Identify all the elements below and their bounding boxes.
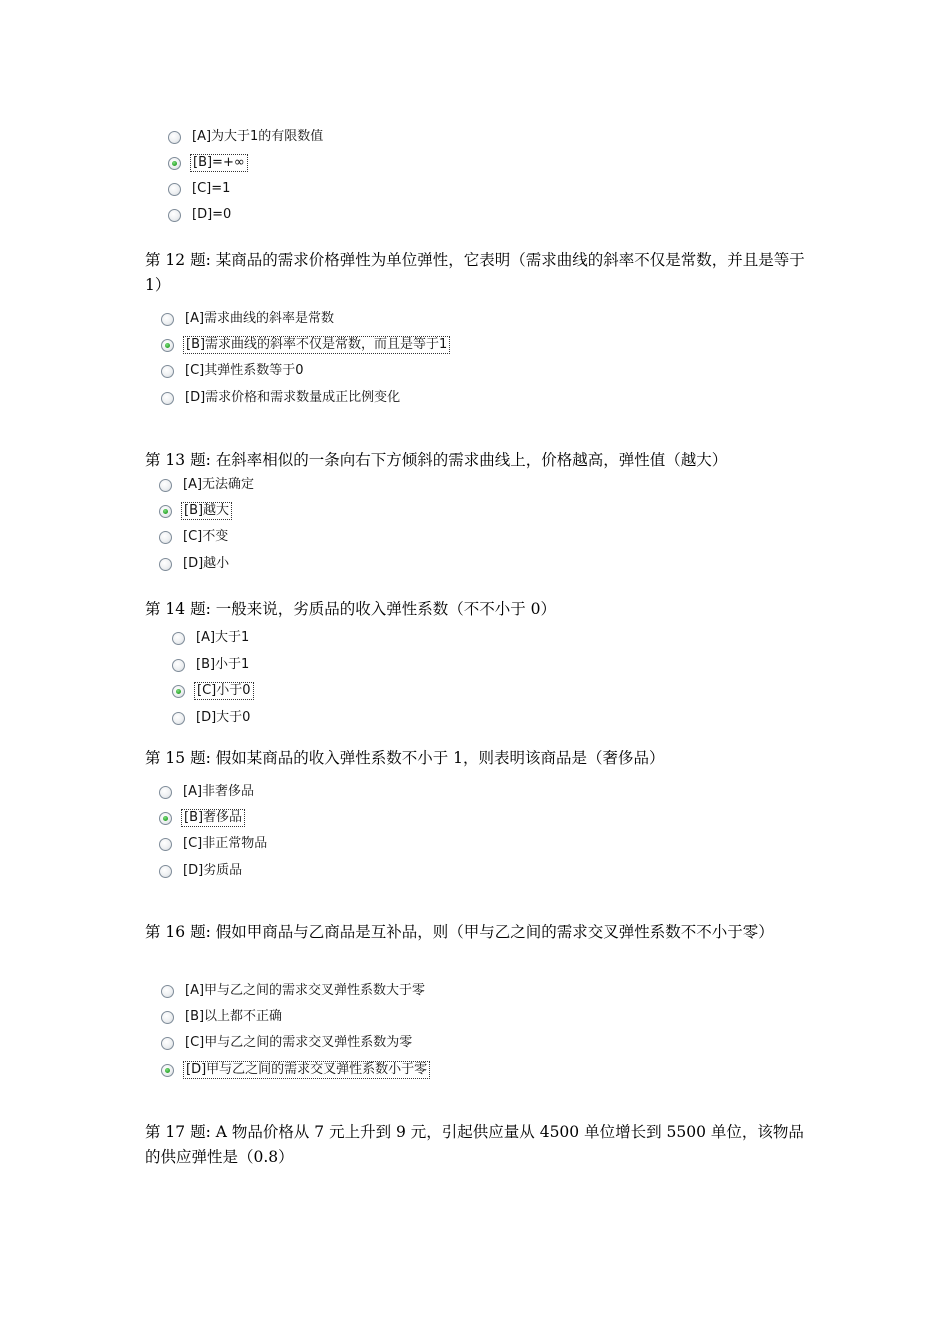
option-b[interactable] [159,501,232,521]
option-b[interactable] [159,808,245,828]
question-text: 第 13 题: 在斜率相似的一条向右下方倾斜的需求曲线上，价格越高，弹性值（越大） [145,451,728,469]
radio-unchecked-icon[interactable] [161,365,174,378]
option-label: [C]=1 [192,181,231,196]
option-label: [B]奢侈品 [181,809,245,827]
radio-unchecked-icon[interactable] [161,1037,174,1050]
option-c[interactable] [172,681,254,701]
option-c[interactable] [159,527,230,547]
radio-unchecked-icon[interactable] [159,838,172,851]
radio-unchecked-icon[interactable] [172,632,185,645]
option-b[interactable] [172,655,251,675]
option-d[interactable] [168,205,233,225]
radio-checked-icon[interactable] [172,685,185,698]
option-b[interactable] [168,153,248,173]
option-c[interactable] [168,179,232,199]
radio-checked-icon[interactable] [161,339,174,352]
option-label: [D]需求价格和需求数量成正比例变化 [185,390,401,405]
radio-checked-icon[interactable] [159,505,172,518]
question-text: 第 12 题: 某商品的需求价格弹性为单位弹性，它表明（需求曲线的斜率不仅是常数，并且是等于 1） [145,251,805,294]
radio-unchecked-icon[interactable] [168,183,181,196]
option-d[interactable] [172,708,252,728]
radio-unchecked-icon[interactable] [159,531,172,544]
option-label: [B]以上都不正确 [185,1009,283,1024]
option-b[interactable] [161,1007,284,1027]
option-a[interactable] [159,782,256,802]
option-d[interactable] [159,554,231,574]
radio-unchecked-icon[interactable] [168,131,181,144]
option-label: [C]其弹性系数等于0 [185,363,304,378]
option-label: [C]小于0 [194,682,254,700]
option-label: [B]小于1 [196,657,250,672]
option-c[interactable] [159,834,269,854]
option-label: [A]需求曲线的斜率是常数 [185,311,335,326]
radio-unchecked-icon[interactable] [159,786,172,799]
option-label: [C]不变 [183,529,229,544]
radio-unchecked-icon[interactable] [172,659,185,672]
question-text: 第 16 题: 假如甲商品与乙商品是互补品，则（甲与乙之间的需求交叉弹性系数不不小于零） [145,923,774,941]
radio-unchecked-icon[interactable] [161,985,174,998]
radio-unchecked-icon[interactable] [159,865,172,878]
option-c[interactable] [161,1033,414,1053]
option-label: [D]甲与乙之间的需求交叉弹性系数小于零 [183,1061,430,1079]
question-text: 第 14 题: 一般来说，劣质品的收入弹性系数（不不小于 0） [145,600,557,618]
option-d[interactable] [161,1060,430,1080]
option-label: [D]=0 [192,207,232,222]
radio-unchecked-icon[interactable] [159,479,172,492]
radio-unchecked-icon[interactable] [168,209,181,222]
option-label: [B]越大 [181,502,232,520]
option-label: [C]非正常物品 [183,836,268,851]
radio-unchecked-icon[interactable] [159,558,172,571]
radio-unchecked-icon[interactable] [161,1011,174,1024]
option-d[interactable] [159,861,244,881]
option-label: [A]大于1 [196,630,250,645]
question-text: 第 17 题: A 物品价格从 7 元上升到 9 元，引起供应量从 4500 单位增长到 5500 单位，该物品的供应弹性是（0.8） [145,1123,804,1166]
option-label: [A]甲与乙之间的需求交叉弹性系数大于零 [185,983,426,998]
option-label: [A]为大于1的有限数值 [192,129,324,144]
option-c[interactable] [161,361,306,381]
radio-checked-icon[interactable] [161,1064,174,1077]
option-label: [C]甲与乙之间的需求交叉弹性系数为零 [185,1035,413,1050]
option-d[interactable] [161,388,402,408]
option-label: [D]大于0 [196,710,251,725]
option-label: [D]劣质品 [183,863,243,878]
question-text: 第 15 题: 假如某商品的收入弹性系数不小于 1，则表明该商品是（奢侈品） [145,749,665,767]
radio-unchecked-icon[interactable] [172,712,185,725]
radio-unchecked-icon[interactable] [161,313,174,326]
option-label: [B]=+∞ [190,154,248,172]
option-a[interactable] [168,127,325,147]
option-a[interactable] [161,981,427,1001]
option-label: [B]需求曲线的斜率不仅是常数，而且是等于1 [183,336,450,354]
option-a[interactable] [161,309,336,329]
radio-checked-icon[interactable] [159,812,172,825]
option-a[interactable] [172,628,251,648]
option-label: [D]越小 [183,556,230,571]
option-label: [A]非奢侈品 [183,784,255,799]
radio-checked-icon[interactable] [168,157,181,170]
option-label: [A]无法确定 [183,477,255,492]
radio-unchecked-icon[interactable] [161,392,174,405]
option-a[interactable] [159,475,256,495]
option-b[interactable] [161,335,450,355]
